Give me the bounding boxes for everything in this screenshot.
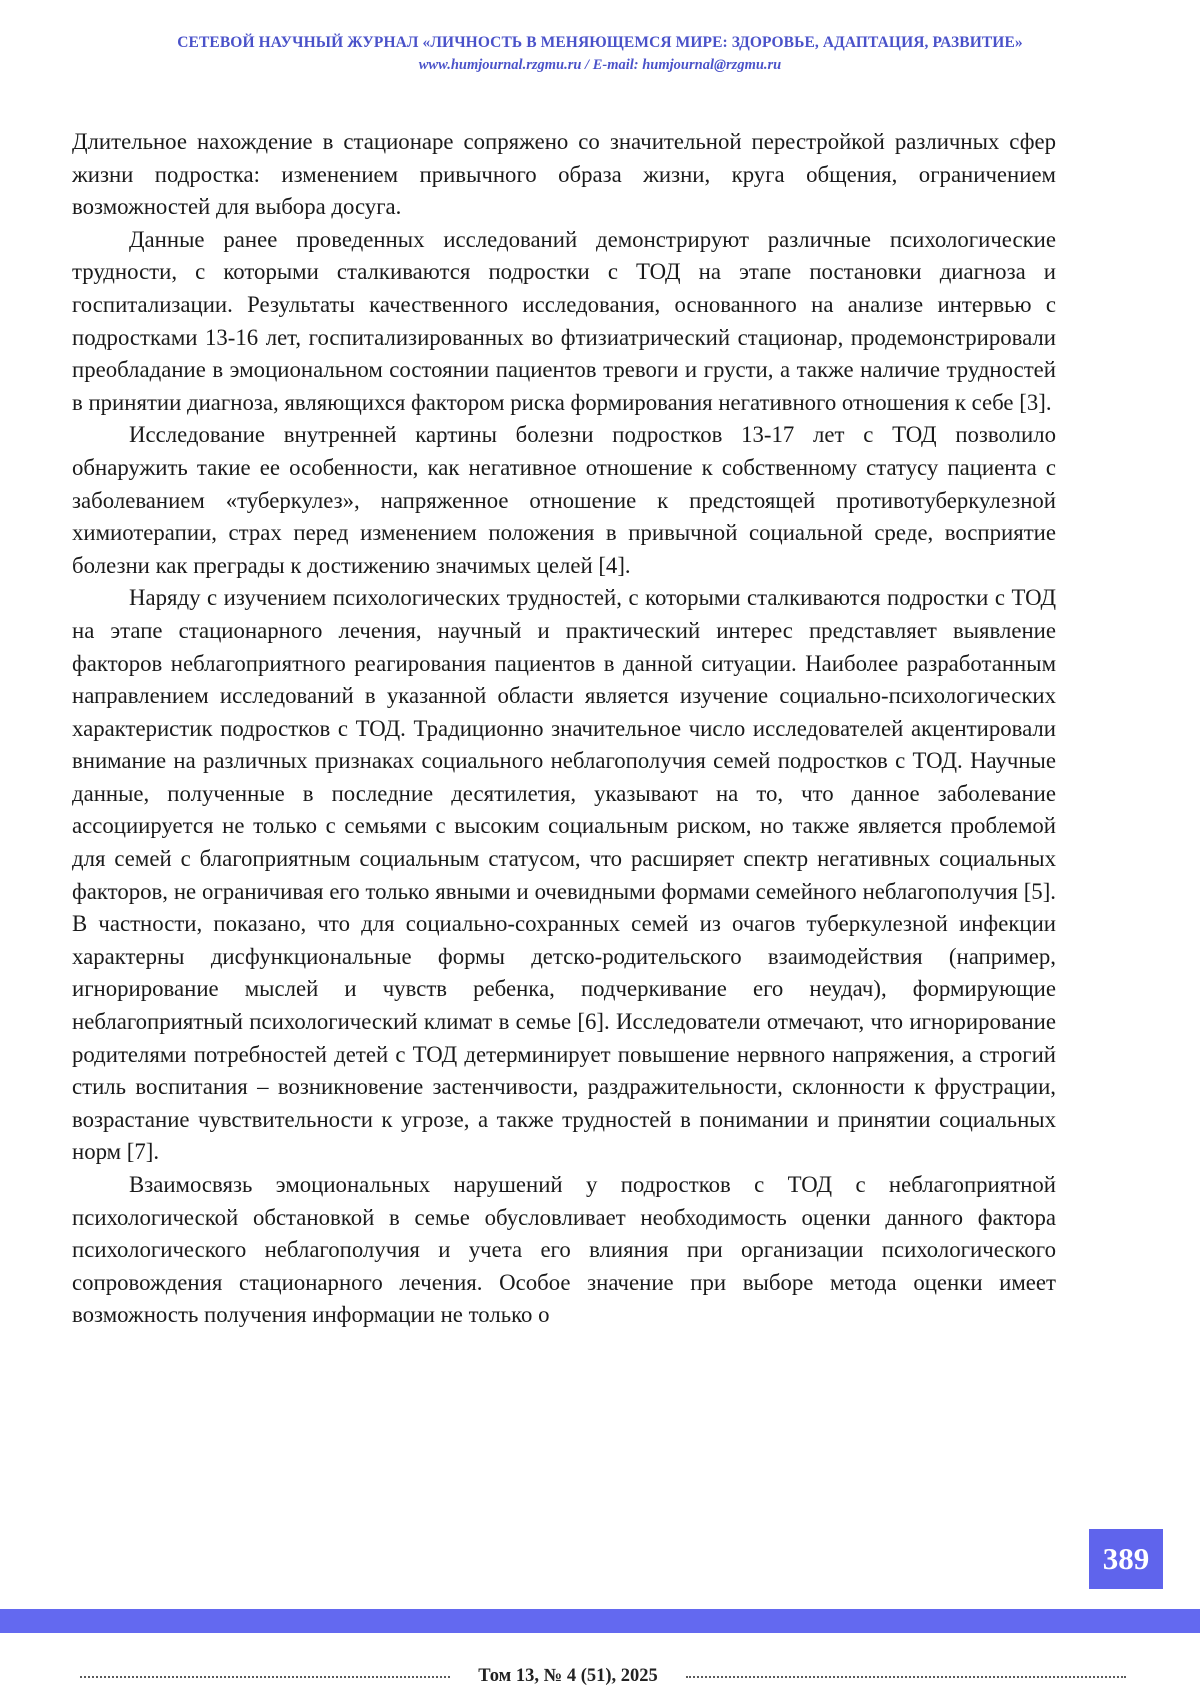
footer-dots-right [686, 1676, 1126, 1678]
footer-issue-line [0, 1664, 1200, 1688]
paragraph-2: Данные ранее проведенных исследований демонстрируют различные психологические трудности, с которыми сталкиваются подростки с ТОД на этапе постановки диагноза и госпитализации. Результаты качественного исследования, основанного на анализе интервью с подростками 13-16 лет, госпитализированных во фтизиатрический стационар, продемонстрировали преобладание в эмоциональном состоянии пациентов тревоги и грусти, а также наличие трудностей в принятии диагноза, являющихся фактором риска формирования негативного отношения к себе [3]. [72, 226, 1056, 415]
article-body [72, 126, 1056, 1332]
journal-contacts: www.humjournal.rzgmu.ru / E-mail: humjournal@rzgmu.ru [418, 57, 782, 73]
paragraph-4: Наряду с изучением психологических трудностей, с которыми сталкиваются подростки с ТОД на этапе стационарного лечения, научный и практический интерес представляет выявление факторов неблагоприятного реагирования пациентов в данной ситуации. Наиболее разработанным направлением исследований в указанной области является изучение социально-психологических характеристик подростков с ТОД. Традиционно значительное число исследователей акцентировали внимание на различных признаках социального неблагополучия семей подростков с ТОД. Научные данные, полученные в последние десятилетия, указывают на то, что данное заболевание ассоциируется не только с семьями с высоким социальным риском, но также является проблемой для семей с благоприятным социальным статусом, что расширяет спектр негативных социальных факторов, не ограничивая его только явными и очевидными формами семейного неблагополучия [5]. В частности, показано, что для социально-сохранных семей из очагов туберкулезной инфекции характерны дисфункциональные формы детско-родительского взаимодействия (например, игнорирование мыслей и чувств ребенка, подчеркивание его неудач), формирующие неблагоприятный психологический климат в семье [6]. Исследователи отмечают, что игнорирование родителями потребностей детей с ТОД детерминирует повышение нервного напряжения, а строгий стиль воспитания – возникновение застенчивости, раздражительности, склонности к фрустрации, возрастание чувствительности к угрозе, а также трудностей в понимании и принятии социальных норм [7]. [72, 585, 1056, 1165]
footer-band [0, 1609, 1200, 1633]
footer-dots-left [80, 1676, 450, 1678]
page-number-badge: 389 [1089, 1529, 1163, 1589]
paragraph-1: Длительное нахождение в стационаре сопряжено со значительной перестройкой различных сфер жизни подростка: изменением привычного образа жизни, круга общения, ограничением возможностей для выбора досуга. [72, 129, 1056, 220]
paragraph-3: Исследование внутренней картины болезни подростков 13-17 лет с ТОД позволило обнаружить такие ее особенности, как негативное отношение к собственному статусу пациента с заболеванием «туберкулез», напряженное отношение к предстоящей противотуберкулезной химиотерапии, страх перед изменением положения в привычной социальной среде, восприятие болезни как преграды к достижению значимых целей [4]. [72, 422, 1056, 578]
issue-info: Том 13, № 4 (51), 2025 [478, 1666, 658, 1686]
paragraph-5: Взаимосвязь эмоциональных нарушений у подростков с ТОД с неблагоприятной психологической обстановкой в семье обусловливает необходимость оценки данного фактора психологического неблагополучия и учета его влияния при организации психологического сопровождения стационарного лечения. Особое значение при выборе метода оценки имеет возможность получения информации не только о [72, 1172, 1056, 1328]
journal-header [0, 32, 1200, 76]
journal-title: СЕТЕВОЙ НАУЧНЫЙ ЖУРНАЛ «ЛИЧНОСТЬ В МЕНЯЮЩЕМСЯ МИРЕ: ЗДОРОВЬЕ, АДАПТАЦИЯ, РАЗВИТИЕ» [177, 34, 1023, 51]
